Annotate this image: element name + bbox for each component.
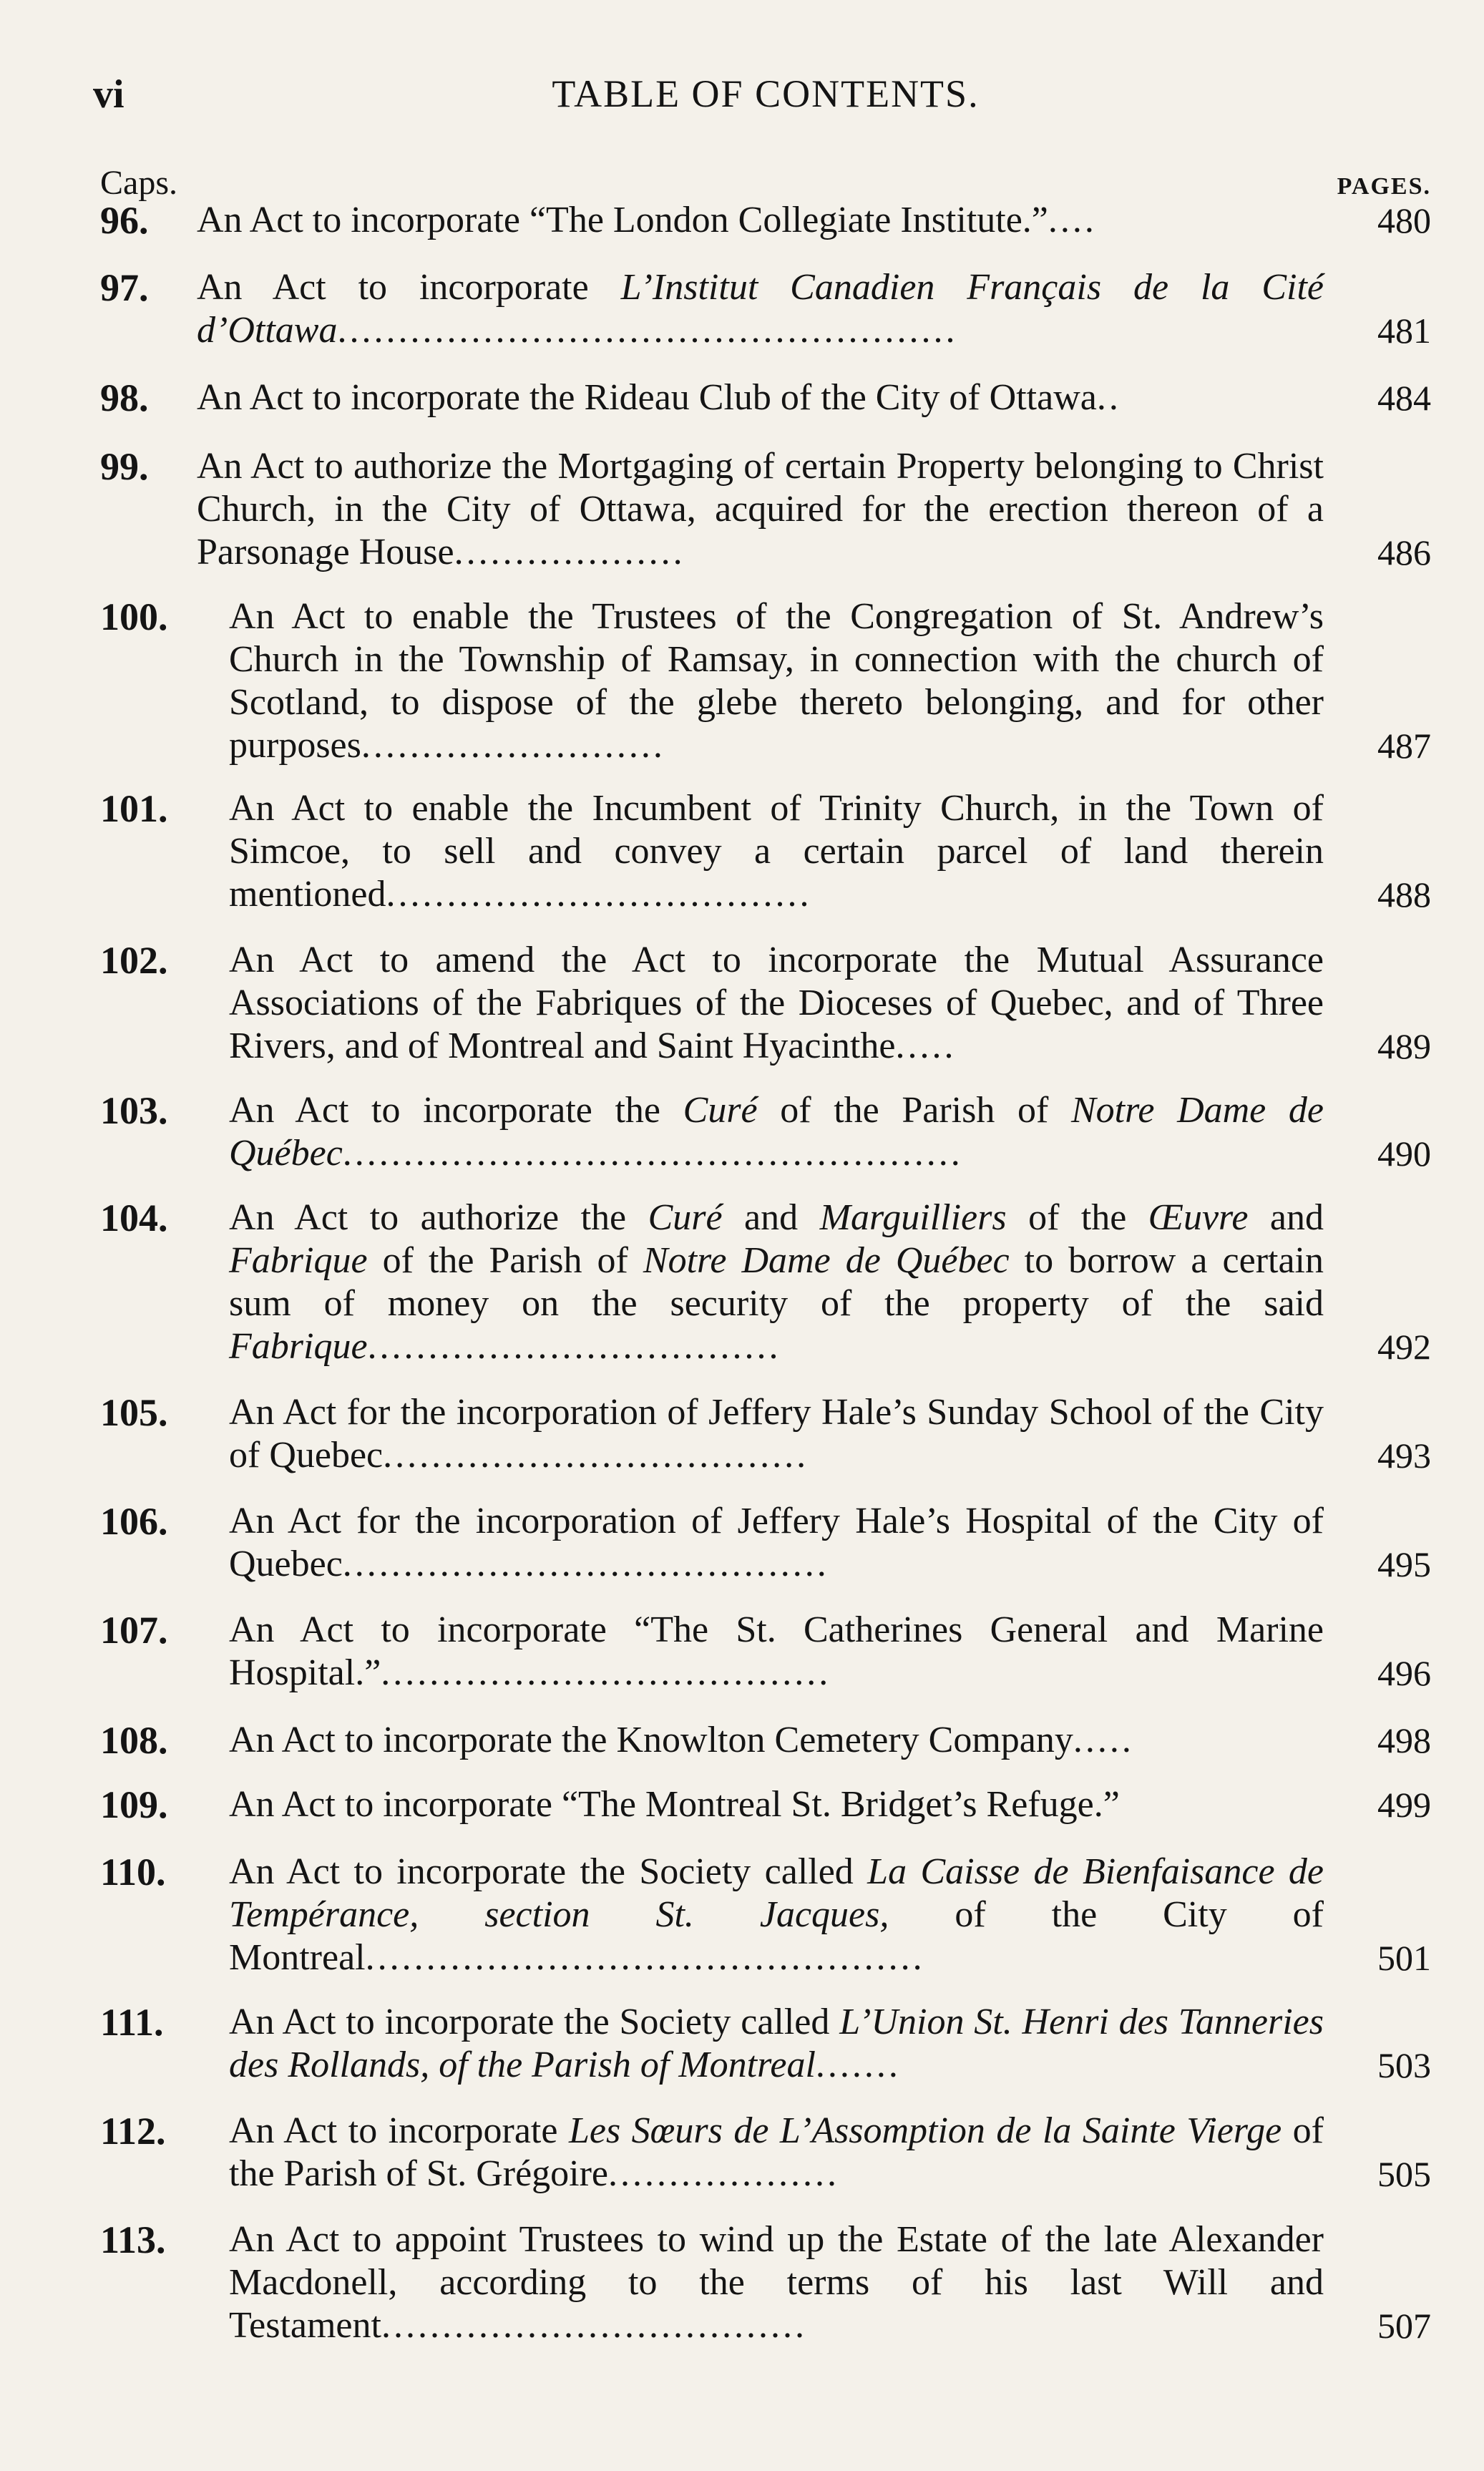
entry-title: An Act to authorize the Mortgaging of certain Property belonging to Christ Church, in the City of Ottawa, acquired for the erection thereon of a Parsonage House xyxy=(197,446,1324,572)
page-number: 496 xyxy=(1377,1653,1431,1693)
entry-title: An Act to incorporate the Rideau Club of the City of Ottawa xyxy=(197,377,1097,418)
entry-title-italic: Curé xyxy=(648,1197,723,1238)
entry-title-italic: Fabrique xyxy=(229,1240,368,1281)
entry-text xyxy=(229,1851,1324,1979)
entry-title: An Act to appoint Trustees to wind up the Estate of the late Alexander Macdonell, according to the terms of his last Will and Testament xyxy=(229,2219,1324,2346)
page-number: 495 xyxy=(1377,1544,1431,1584)
leader-dots: ................................... xyxy=(381,2305,807,2346)
page-number: 487 xyxy=(1377,726,1431,766)
entry-text xyxy=(229,787,1324,916)
entry-title-italic: Fabrique xyxy=(229,1326,368,1367)
toc-entry xyxy=(100,2218,1431,2347)
entry-title: to borrow a certain sum of money on the security of the property of the said xyxy=(229,1240,1324,1324)
entry-title: An Act to incorporate the xyxy=(229,1090,683,1131)
toc-entry xyxy=(100,266,1431,352)
toc-entry xyxy=(100,595,1431,767)
entry-text xyxy=(229,1500,1324,1586)
leader-dots: ................................................... xyxy=(337,310,958,351)
entry-title: An Act to incorporate xyxy=(229,2110,569,2151)
cap-number: 110. xyxy=(100,1851,166,1894)
page-number: 484 xyxy=(1377,378,1431,418)
page-number: 505 xyxy=(1377,2154,1431,2194)
leader-dots: .... xyxy=(1048,200,1097,240)
page-number: 488 xyxy=(1377,874,1431,915)
entry-title: An Act to enable the Trustees of the Congregation of St. Andrew’s Church in the Township of Ramsay, in connection with the church of Scotland, to dispose of the glebe thereto belonging, and for other purposes xyxy=(229,596,1324,766)
cap-number: 102. xyxy=(100,939,168,982)
entry-title: An Act to incorporate “The St. Catherines General and Marine Hospital.” xyxy=(229,1609,1324,1693)
entry-title: An Act to incorporate “The London Collegiate Institute.” xyxy=(197,200,1048,240)
toc-entry xyxy=(100,1609,1431,1695)
leader-dots: ................................................... xyxy=(342,1133,963,1174)
toc-entry xyxy=(100,1719,1431,1762)
entry-title: of the Parish of St. Grégoire xyxy=(229,2110,1324,2194)
caps-heading: Caps. xyxy=(100,164,177,202)
entry-title: An Act for the incorporation of Jeffery Hale’s Hospital of the City of Quebec xyxy=(229,1501,1324,1584)
entry-text xyxy=(229,1719,1324,1762)
entry-title: of the Parish of xyxy=(367,1240,643,1281)
entry-text xyxy=(229,595,1324,767)
entry-text xyxy=(197,376,1324,419)
entry-text xyxy=(229,2001,1324,2087)
leader-dots: .. xyxy=(1096,377,1121,418)
page-number: 486 xyxy=(1377,532,1431,572)
toc-entry xyxy=(100,1196,1431,1368)
entry-title: An Act to authorize the xyxy=(229,1197,648,1238)
toc-entry xyxy=(100,199,1431,242)
toc-entry xyxy=(100,1851,1431,1979)
cap-number: 112. xyxy=(100,2110,166,2153)
toc-entry xyxy=(100,2001,1431,2087)
entry-title-italic: Notre Dame de Québec xyxy=(643,1240,1010,1281)
entry-text xyxy=(229,2218,1324,2347)
toc-entry xyxy=(100,445,1431,574)
entry-title: An Act for the incorporation of Jeffery Hale’s Sunday School of the City of Quebec xyxy=(229,1392,1324,1476)
cap-number: 96. xyxy=(100,199,149,242)
entry-text xyxy=(229,2110,1324,2195)
entry-text xyxy=(197,266,1324,352)
cap-number: 108. xyxy=(100,1719,168,1762)
page-number: 489 xyxy=(1377,1026,1431,1066)
leader-dots: ......................... xyxy=(361,725,665,766)
entry-text xyxy=(229,1196,1324,1368)
leader-dots: ........................................ xyxy=(342,1544,829,1584)
folio: vi xyxy=(93,72,125,117)
entry-title: of the Parish of xyxy=(757,1090,1071,1131)
page-title: TABLE OF CONTENTS. xyxy=(552,72,980,115)
leader-dots: ................... xyxy=(608,2153,840,2194)
entry-text xyxy=(229,1391,1324,1477)
leader-dots: ..... xyxy=(895,1025,957,1066)
entry-text xyxy=(197,199,1324,242)
leader-dots: ................................... xyxy=(383,1435,809,1476)
entry-title: of the xyxy=(1006,1197,1148,1238)
page-number: 507 xyxy=(1377,2306,1431,2346)
cap-number: 105. xyxy=(100,1391,168,1434)
page-number: 490 xyxy=(1377,1134,1431,1174)
toc-entry xyxy=(100,1500,1431,1586)
toc-entry xyxy=(100,1089,1431,1175)
entry-title-italic: La Caisse de Bienfaisance de Tempérance, section St. Jacques, xyxy=(229,1851,1324,1935)
cap-number: 98. xyxy=(100,376,149,419)
entry-title-italic: L’Union St. Henri des Tanneries des Rollands, of the Parish of Montreal xyxy=(229,2002,1324,2085)
page-number: 503 xyxy=(1377,2045,1431,2085)
cap-number: 99. xyxy=(100,445,149,488)
entry-text xyxy=(229,1089,1324,1175)
toc-entry xyxy=(100,2110,1431,2195)
page-number: 501 xyxy=(1377,1938,1431,1978)
leader-dots: ..... xyxy=(1073,1720,1134,1760)
leader-dots: .............................................. xyxy=(365,1937,925,1978)
toc-entry xyxy=(100,376,1431,419)
leader-dots: ................................... xyxy=(386,874,812,915)
entry-text xyxy=(229,939,1324,1068)
page-number: 492 xyxy=(1377,1327,1431,1367)
toc-entry xyxy=(100,787,1431,916)
entry-title: An Act to incorporate the Society called xyxy=(229,1851,868,1892)
entry-title-italic: Notre Dame de Québec xyxy=(229,1090,1324,1174)
cap-number: 106. xyxy=(100,1500,168,1543)
entry-title: An Act to incorporate the Knowlton Cemetery Company xyxy=(229,1720,1073,1760)
leader-dots: ................... xyxy=(454,532,685,572)
cap-number: 104. xyxy=(100,1196,168,1239)
running-head xyxy=(93,72,1438,129)
cap-number: 111. xyxy=(100,2001,164,2044)
entry-text xyxy=(229,1783,1324,1826)
entry-title: of the City of Montreal xyxy=(229,1894,1324,1978)
page-number: 498 xyxy=(1377,1720,1431,1760)
entry-title: An Act to amend the Act to incorporate the Mutual Assurance Associations of the Fabriques of the Dioceses of Quebec, and of Three Rivers, and of Montreal and Saint Hyacinthe xyxy=(229,940,1324,1066)
cap-number: 101. xyxy=(100,787,168,830)
cap-number: 107. xyxy=(100,1609,168,1652)
entry-text xyxy=(197,445,1324,574)
page-number: 481 xyxy=(1377,311,1431,351)
entry-text xyxy=(229,1609,1324,1695)
cap-number: 113. xyxy=(100,2218,166,2261)
toc-entry xyxy=(100,939,1431,1068)
leader-dots: .................................. xyxy=(367,1326,781,1367)
entry-title: An Act to incorporate xyxy=(197,267,621,308)
toc-entry xyxy=(100,1391,1431,1477)
entry-title-italic: L’Institut Canadien Français de la Cité d’Ottawa xyxy=(197,267,1324,351)
entry-title: An Act to enable the Incumbent of Trinity Church, in the Town of Simcoe, to sell and convey a certain parcel of land therein mentioned xyxy=(229,788,1324,915)
cap-number: 97. xyxy=(100,266,149,309)
cap-number: 103. xyxy=(100,1089,168,1132)
page-number: 480 xyxy=(1377,200,1431,240)
entry-title: and xyxy=(1248,1197,1324,1238)
entry-title-italic: Curé xyxy=(683,1090,758,1131)
entry-title: An Act to incorporate the Society called xyxy=(229,2002,840,2042)
entry-title-italic: Marguilliers xyxy=(819,1197,1007,1238)
entry-title-italic: Les Sœurs de L’Assomption de la Sainte Vierge xyxy=(568,2110,1282,2151)
cap-number: 109. xyxy=(100,1783,168,1826)
entry-title-italic: Œuvre xyxy=(1148,1197,1249,1238)
cap-number: 100. xyxy=(100,595,168,638)
toc-entry xyxy=(100,1783,1431,1826)
leader-dots: ..................................... xyxy=(381,1652,831,1693)
page-number: 493 xyxy=(1377,1436,1431,1476)
pages-heading: PAGES. xyxy=(1337,173,1431,200)
entry-title: and xyxy=(722,1197,820,1238)
page-number: 499 xyxy=(1377,1785,1431,1825)
entry-title: An Act to incorporate “The Montreal St. Bridget’s Refuge.” xyxy=(229,1784,1120,1825)
leader-dots: ....... xyxy=(815,2044,901,2085)
